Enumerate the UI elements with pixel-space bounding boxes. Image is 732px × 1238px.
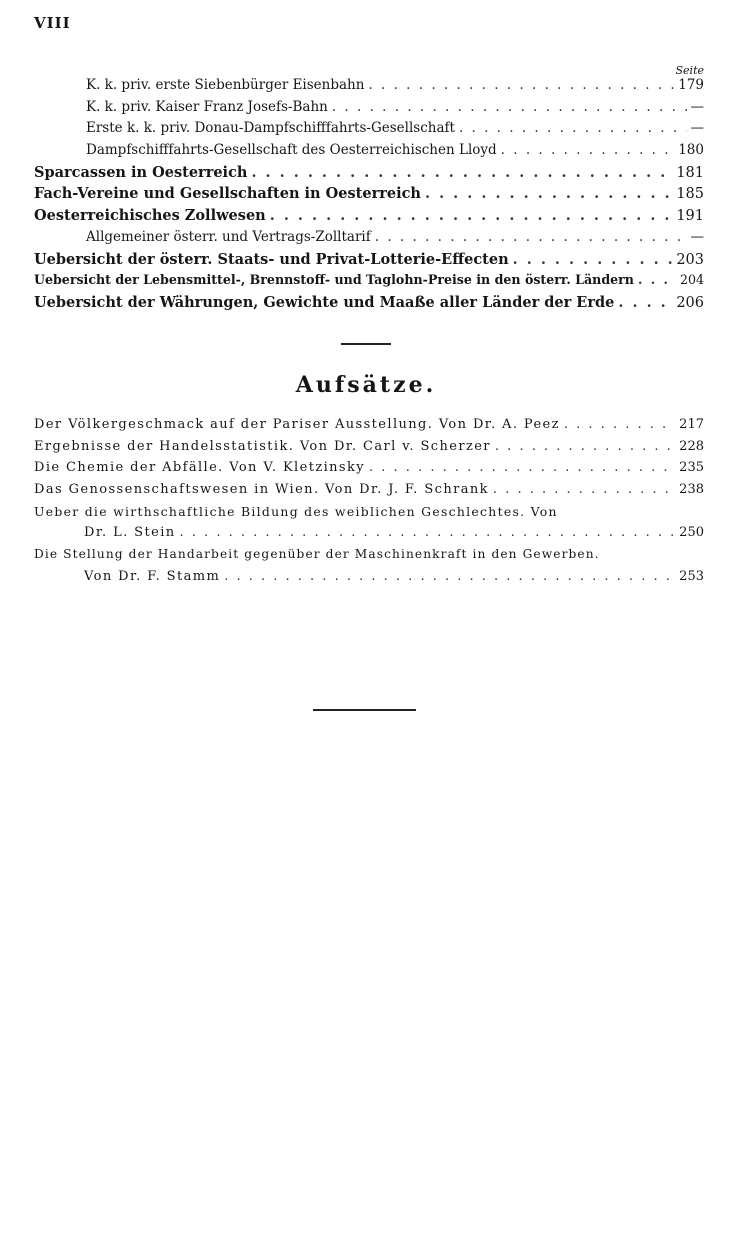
toc-entry-page: 179	[678, 77, 704, 93]
toc-entry	[34, 142, 704, 164]
essay-title: Ueber die wirthschaftliche Bildung des weiblichen Geschlechtes. Von	[34, 503, 558, 519]
section-heading: Aufsätze.	[295, 372, 437, 398]
leader-dots	[564, 417, 675, 432]
essay-page: 235	[679, 460, 704, 476]
toc-entry	[34, 251, 704, 273]
essay-page: 250	[679, 525, 704, 541]
toc-entry-page: —	[690, 228, 704, 245]
toc-entry-title: Fach-Vereine und Gesellschaften in Oesterreich	[34, 185, 421, 203]
toc-entry-page: 180	[678, 142, 704, 159]
toc-entry	[34, 272, 704, 294]
leader-dots	[638, 272, 676, 287]
leader-dots	[369, 460, 675, 475]
toc-entry-title: Oesterreichisches Zollwesen	[34, 207, 266, 225]
essay-page: 217	[679, 417, 704, 432]
leader-dots	[375, 229, 687, 245]
essay-page: 238	[679, 482, 704, 498]
essay-entry	[34, 482, 704, 504]
toc-entry	[34, 99, 704, 121]
leader-dots	[495, 439, 675, 454]
toc-entry-title: Allgemeiner österr. und Vertrags-Zolltarif	[86, 228, 371, 245]
leader-dots	[251, 164, 672, 181]
toc-entry-title: K. k. priv. Kaiser Franz Josefs-Bahn	[86, 98, 328, 115]
toc-entry	[34, 164, 704, 186]
page-column-label: Seite	[675, 64, 704, 77]
leader-dots	[180, 525, 676, 540]
toc-entry	[34, 207, 704, 229]
toc-entry-page: —	[690, 120, 704, 137]
leader-dots	[493, 482, 675, 497]
essay-entry	[34, 417, 704, 439]
toc-entry-page: 204	[679, 272, 704, 288]
essay-entry-continuation	[34, 569, 704, 591]
toc-entry-page: 181	[676, 164, 704, 181]
essay-entry	[34, 460, 704, 482]
toc-entry-title: K. k. priv. erste Siebenbürger Eisenbahn	[86, 77, 365, 93]
toc-entry-page: 203	[676, 251, 704, 268]
toc-entry	[34, 185, 704, 207]
essay-title: Das Genossenschaftswesen in Wien. Von Dr. J. F. Schrank	[34, 482, 489, 498]
leader-dots	[368, 77, 674, 93]
toc-entry	[34, 77, 704, 99]
essay-page: 228	[679, 438, 704, 454]
divider-rule	[341, 343, 391, 345]
toc-entry	[34, 120, 704, 142]
toc-entry	[34, 294, 704, 316]
leader-dots	[459, 120, 687, 136]
essay-title: Ergebnisse der Handelsstatistik. Von Dr. Carl v. Scherzer	[34, 438, 491, 454]
essay-title: Der Völkergeschmack auf der Pariser Ausstellung. Von Dr. A. Peez	[34, 417, 560, 432]
essay-entry-continuation	[34, 525, 704, 547]
toc-entry-page: 191	[676, 208, 704, 225]
toc-entry-title: Uebersicht der Währungen, Gewichte und Maaße aller Länder der Erde	[34, 293, 615, 311]
essay-list	[34, 417, 704, 591]
toc-entry-page: 185	[676, 186, 704, 203]
page-number: VIII	[34, 14, 71, 32]
divider-rule	[313, 709, 416, 711]
essay-title: Von Dr. F. Stamm	[84, 568, 221, 584]
essay-title: Die Stellung der Handarbeit gegenüber der Maschinenkraft in den Gewerben.	[34, 547, 600, 562]
leader-dots	[425, 185, 672, 202]
leader-dots	[332, 99, 687, 115]
toc-entry-page: 206	[676, 294, 704, 311]
leader-dots	[270, 207, 673, 224]
essay-entry	[34, 547, 704, 569]
essay-title: Dr. L. Stein	[84, 525, 176, 541]
essay-title: Die Chemie der Abfälle. Von V. Kletzinsky	[34, 460, 366, 476]
toc-entry-title: Erste k. k. priv. Donau-Dampfschifffahrts-Gesellschaft	[86, 120, 455, 137]
toc-entry-title: Uebersicht der Lebensmittel-, Brennstoff- und Taglohn-Preise in den österr. Ländern	[34, 272, 634, 288]
essay-page: 253	[679, 568, 704, 584]
toc-list	[34, 77, 704, 316]
leader-dots	[513, 251, 673, 268]
essay-entry	[34, 504, 704, 526]
toc-entry-page: —	[690, 98, 704, 115]
toc-entry-title: Uebersicht der österr. Staats- und Privat-Lotterie-Effecten	[34, 250, 509, 268]
toc-entry-title: Dampfschifffahrts-Gesellschaft des Oesterreichischen Lloyd	[86, 142, 497, 159]
toc-entry	[34, 229, 704, 251]
leader-dots	[618, 294, 672, 311]
toc-entry-title: Sparcassen in Oesterreich	[34, 163, 248, 181]
leader-dots	[501, 142, 675, 158]
essay-entry	[34, 439, 704, 461]
leader-dots	[224, 569, 675, 584]
